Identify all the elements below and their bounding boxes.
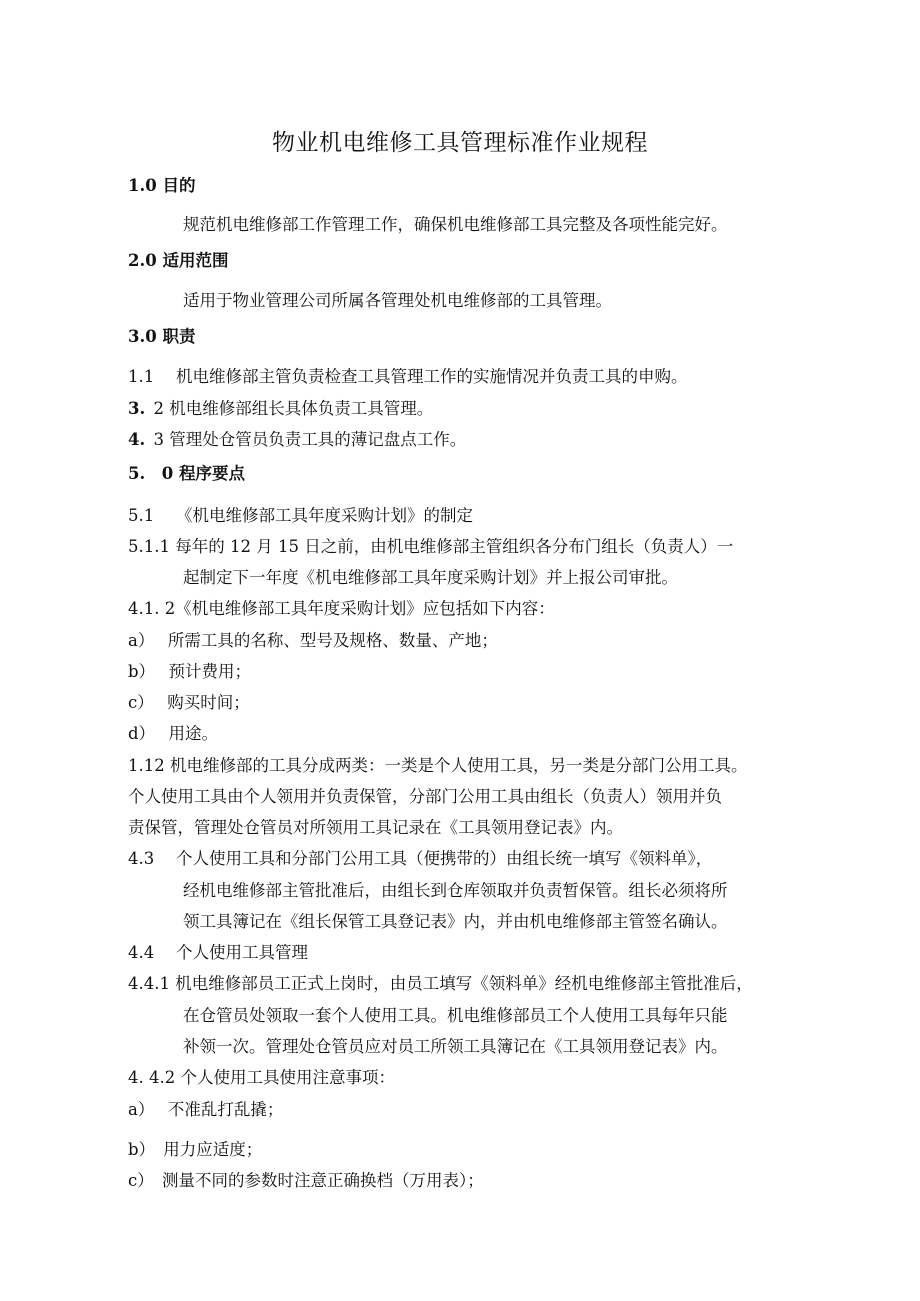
list-item-d: d） 用途。 [128,724,219,743]
section-4-3-cont-1: 经机电维修部主管批准后，由组长到仓库领取并负责暂保管。组长必须将所 [183,881,728,900]
list-item-a: a） 所需工具的名称、型号及规格、数量、产地； [128,631,498,650]
section-4-1-2: 4.1. 2《机电维修部工具年度采购计划》应包括如下内容： [128,599,555,618]
section-4-3: 4.3 个人使用工具和分部门公用工具（便携带的）由组长统一填写《领料单》， [128,849,713,868]
section-4-3-cont-2: 领工具簿记在《组长保管工具登记表》内，并由机电维修部主管签名确认。 [183,912,728,931]
item-text: 3 管理处仓管员负责工具的薄记盘点工作。 [153,430,467,449]
section-1-12-cont-1: 个人使用工具由个人领用并负责保管，分部门公用工具由组长（负责人）领用并负 [128,787,722,806]
section-4-4-1-cont-2: 补领一次。管理处仓管员应对员工所领工具簿记在《工具领用登记表》内。 [183,1037,728,1056]
section-4-4-1-cont-1: 在仓管员处领取一套个人使用工具。机电维修部员工个人使用工具每年只能 [183,1006,728,1025]
section-5-1-1-cont: 起制定下一年度《机电维修部工具年度采购计划》并上报公司审批。 [183,568,678,587]
section-4-4: 4.4 个人使用工具管理 [128,943,308,962]
paragraph-purpose: 规范机电维修部工作管理工作，确保机电维修部工具完整及各项性能完好。 [183,215,728,234]
responsibility-item-3 [128,429,466,451]
section-4-4-2: 4. 4.2 个人使用工具使用注意事项： [128,1068,395,1087]
document-title: 物业机电维修工具管理标准作业规程 [272,130,648,156]
heading-scope: 2.0 适用范围 [128,251,229,270]
item-text: 2 机电维修部组长具体负责工具管理。 [153,399,434,418]
heading-responsibility: 3.0 职责 [128,327,196,346]
heading-procedure: 5. 0 程序要点 [128,464,245,483]
section-5-1-1: 5.1.1 每年的 12 月 15 日之前，由机电维修部主管组织各分布门组长（负责人）一 [128,537,734,556]
item-number: 3. [128,399,146,418]
section-1-12: 1.12 机电维修部的工具分成两类：一类是个人使用工具，另一类是分部门公用工具。 [128,756,748,775]
responsibility-item-2 [128,398,433,420]
list-item-b-2: b） 用力应适度； [128,1140,263,1159]
responsibility-item-1: 1.1 机电维修部主管负责检查工具管理工作的实施情况并负责工具的申购。 [128,367,688,386]
list-item-a-2: a） 不准乱打乱撬； [128,1100,284,1119]
list-item-c-2: c） 测量不同的参数时注意正确换档（万用表）； [128,1171,484,1190]
section-5-1: 5.1 《机电维修部工具年度采购计划》的制定 [128,506,473,525]
item-number: 4. [128,430,146,449]
paragraph-scope: 适用于物业管理公司所属各管理处机电维修部的工具管理。 [183,291,612,310]
section-1-12-cont-2: 责保管，管理处仓管员对所领用工具记录在《工具领用登记表》内。 [128,818,623,837]
list-item-c: c） 购买时间； [128,693,250,712]
list-item-b: b） 预计费用； [128,662,252,681]
section-4-4-1: 4.4.1 机电维修部员工正式上岗时，由员工填写《领料单》经机电维修部主管批准后， [128,974,753,993]
heading-purpose: 1.0 目的 [128,176,196,195]
